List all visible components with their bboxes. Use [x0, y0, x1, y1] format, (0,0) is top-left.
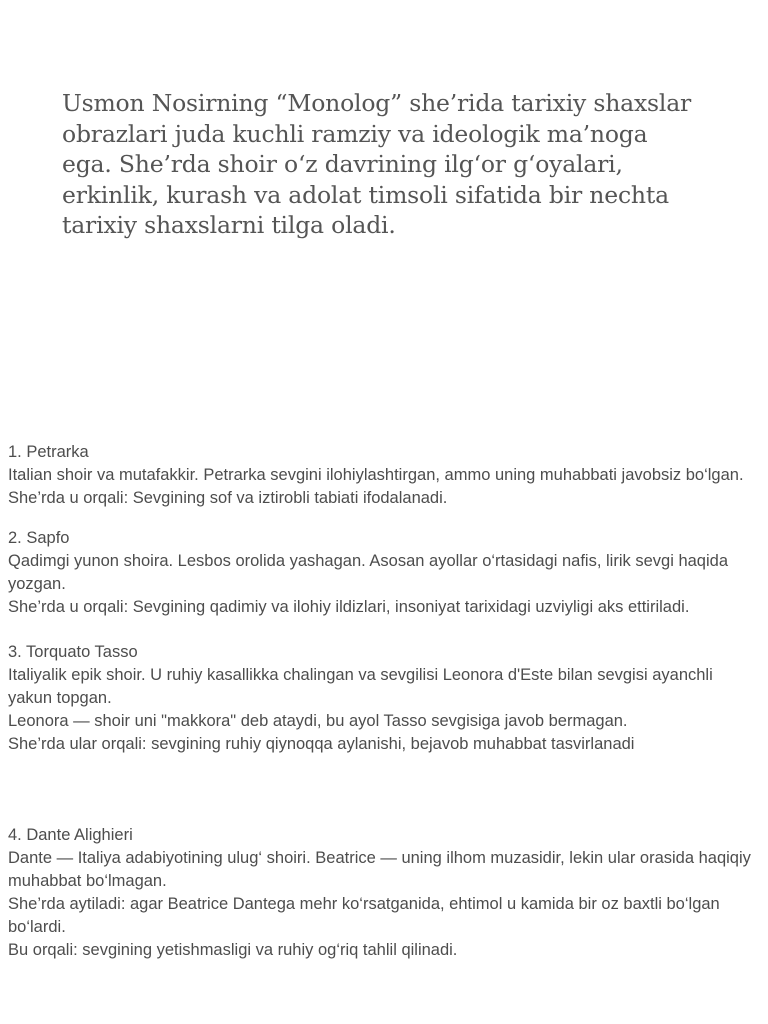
section-dante — [8, 824, 760, 962]
section-line: Leonora — shoir uni "makkora" deb ataydi, bu ayol Tasso sevgisiga javob bermagan. — [8, 712, 628, 730]
section-heading: 3. Torquato Tasso — [8, 643, 138, 661]
section-line: Italiyalik epik shoir. U ruhiy kasallikka chalingan va sevgilisi Leonora d'Este bilan sevgisi ayanchli yakun topgan. — [8, 666, 713, 707]
section-line: Dante — Italiya adabiyotining ulug‘ shoiri. Beatrice — uning ilhom muzasidir, lekin ular orasida haqiqiy muhabbat bo‘lmagan. — [8, 849, 751, 890]
section-line: She’rda aytiladi: agar Beatrice Dantega mehr ko‘rsatganida, ehtimol u kamida bir oz baxtli bo‘lgan bo‘lardi. — [8, 895, 720, 936]
section-heading: 1. Petrarka — [8, 443, 89, 461]
section-sapfo — [8, 527, 760, 619]
section-heading: 4. Dante Alighieri — [8, 826, 133, 844]
intro-paragraph: Usmon Nosirning “Monolog” she’rida tarixiy shaxslar obrazlari juda kuchli ramziy va ideologik ma’noga ega. She’rda shoir o‘z davrining ilg‘or g‘oyalari, erkinlik, kurash va adolat timsoli sifatida bir nechta tarixiy shaxslarni tilga oladi. — [62, 89, 692, 239]
section-tasso — [8, 641, 760, 756]
section-line: She’rda u orqali: Sevgining sof va iztirobli tabiati ifodalanadi. — [8, 489, 448, 507]
section-line: Qadimgi yunon shoira. Lesbos orolida yashagan. Asosan ayollar o‘rtasidagi nafis, lirik sevgi haqida yozgan. — [8, 552, 728, 593]
section-line: She’rda u orqali: Sevgining qadimiy va ilohiy ildizlari, insoniyat tarixidagi uzviyligi aks ettiriladi. — [8, 598, 690, 616]
section-heading: 2. Sapfo — [8, 529, 70, 547]
section-petrarka — [8, 441, 760, 510]
section-line: Italian shoir va mutafakkir. Petrarka sevgini ilohiylashtirgan, ammo uning muhabbati javobsiz bo‘lgan. — [8, 466, 744, 484]
section-line: Bu orqali: sevgining yetishmasligi va ruhiy og‘riq tahlil qilinadi. — [8, 941, 458, 959]
sections-list — [8, 441, 760, 962]
section-line: She’rda ular orqali: sevgining ruhiy qiynoqqa aylanishi, bejavob muhabbat tasvirlanadi — [8, 735, 635, 753]
